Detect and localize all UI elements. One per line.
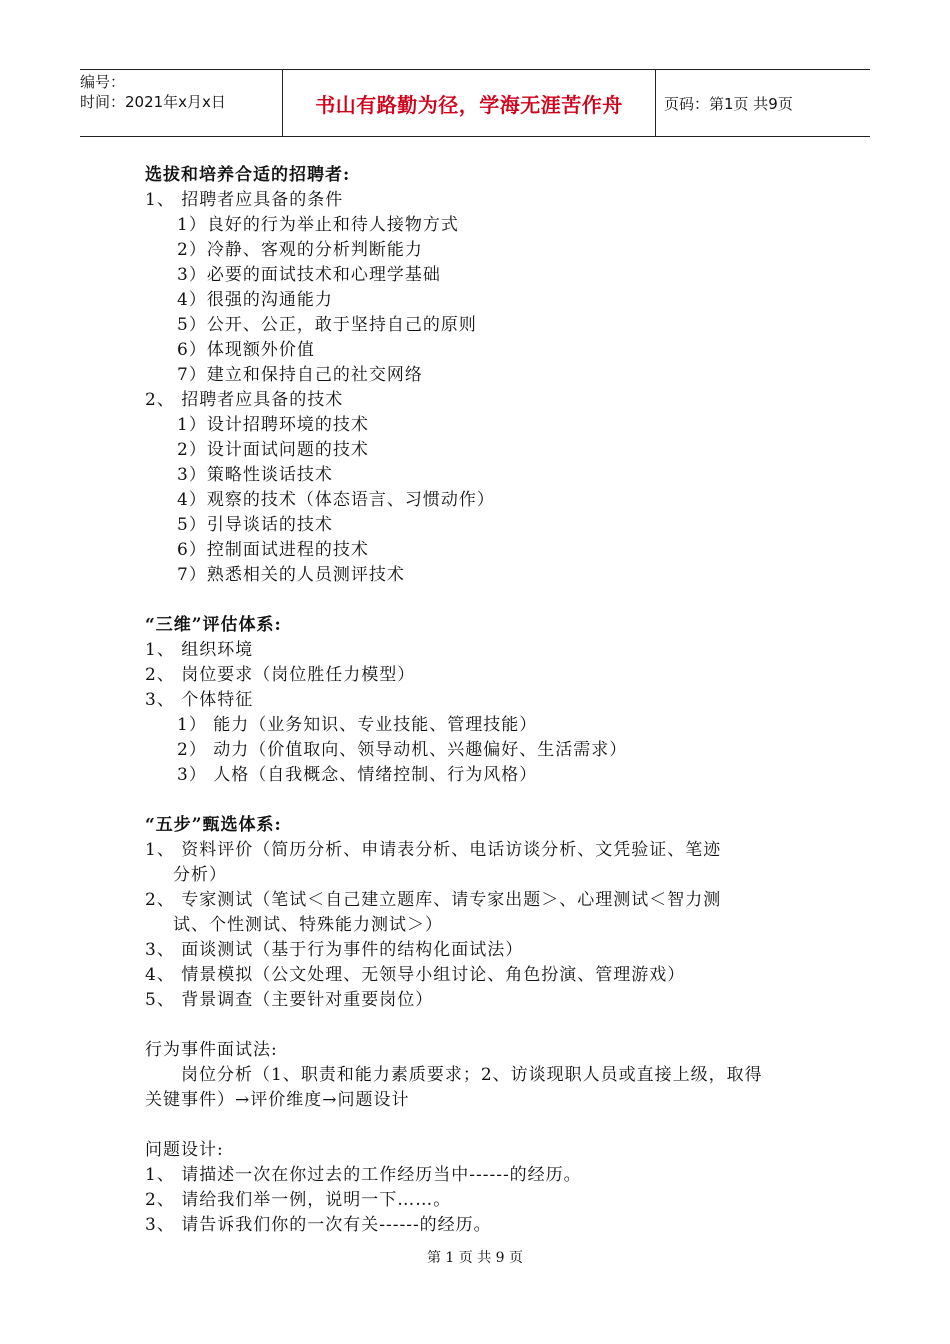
list-item: 5）公开、公正，敢于坚持自己的原则 — [177, 315, 477, 335]
list-item: 1、 招聘者应具备的条件 — [145, 190, 344, 210]
list-item: 3、 请告诉我们你的一次有关------的经历。 — [145, 1215, 492, 1235]
list-item: 2） 动力（价值取向、领导动机、兴趣偏好、生活需求） — [177, 740, 628, 760]
motto: 书山有路勤为径，学海无涯苦作舟 — [315, 92, 623, 117]
section-title-question-design: 问题设计: — [145, 1140, 224, 1160]
list-item: 2）冷静、客观的分析判断能力 — [177, 240, 423, 260]
paragraph-line: 关键事件）→评价维度→问题设计 — [145, 1090, 410, 1110]
header-motto-cell — [282, 70, 656, 136]
section-title-3d: “三维”评估体系: — [145, 615, 282, 635]
list-item: 2）设计面试问题的技术 — [177, 440, 369, 460]
list-item: 5）引导谈话的技术 — [177, 515, 333, 535]
list-item: 6）控制面试进程的技术 — [177, 540, 369, 560]
list-item: 1）设计招聘环境的技术 — [177, 415, 369, 435]
paragraph-line: 岗位分析（1、职责和能力素质要求；2、访谈现职人员或直接上级，取得 — [181, 1065, 763, 1085]
list-item: 2、 请给我们举一例，说明一下……。 — [145, 1190, 452, 1210]
list-item-continuation: 试、个性测试、特殊能力测试＞） — [173, 915, 443, 935]
list-item: 1、 组织环境 — [145, 640, 254, 660]
list-item-continuation: 分析） — [173, 865, 227, 885]
section-title-5step: “五步”甄选体系: — [145, 815, 282, 835]
list-item: 4）很强的沟通能力 — [177, 290, 333, 310]
section-title-behavior-interview: 行为事件面试法: — [145, 1040, 278, 1060]
time-label: 时间：2021年x月x日 — [80, 93, 226, 111]
list-item: 7）熟悉相关的人员测评技术 — [177, 565, 405, 585]
list-item: 3、 面谈测试（基于行为事件的结构化面试法） — [145, 940, 524, 960]
list-item: 2、 岗位要求（岗位胜任力模型） — [145, 665, 416, 685]
list-item: 6）体现额外价值 — [177, 340, 315, 360]
list-item: 3）策略性谈话技术 — [177, 465, 333, 485]
list-item: 3、 个体特征 — [145, 690, 254, 710]
page-footer: 第 1 页 共 9 页 — [426, 1250, 524, 1266]
list-item: 7）建立和保持自己的社交网络 — [177, 365, 423, 385]
list-item: 1）良好的行为举止和待人接物方式 — [177, 215, 459, 235]
list-item: 2、 招聘者应具备的技术 — [145, 390, 344, 410]
list-item: 1） 能力（业务知识、专业技能、管理技能） — [177, 715, 538, 735]
list-item: 1、 资料评价（简历分析、申请表分析、电话访谈分析、文凭验证、笔迹 — [145, 840, 722, 860]
list-item: 2、 专家测试（笔试＜自己建立题库、请专家出题＞、心理测试＜智力测 — [145, 890, 722, 910]
list-item: 1、 请描述一次在你过去的工作经历当中------的经历。 — [145, 1165, 582, 1185]
section-title-recruiter: 选拔和培养合适的招聘者: — [145, 165, 351, 185]
list-item: 4、 情景模拟（公文处理、无领导小组讨论、角色扮演、管理游戏） — [145, 965, 686, 985]
list-item: 3） 人格（自我概念、情绪控制、行为风格） — [177, 765, 538, 785]
header-meta — [80, 70, 282, 138]
header-page-info: 页码：第1页 共9页 — [664, 94, 793, 113]
list-item: 4）观察的技术（体态语言、习惯动作） — [177, 490, 495, 510]
list-item: 3）必要的面试技术和心理学基础 — [177, 265, 441, 285]
number-label: 编号： — [80, 73, 126, 91]
list-item: 5、 背景调查（主要针对重要岗位） — [145, 990, 434, 1010]
